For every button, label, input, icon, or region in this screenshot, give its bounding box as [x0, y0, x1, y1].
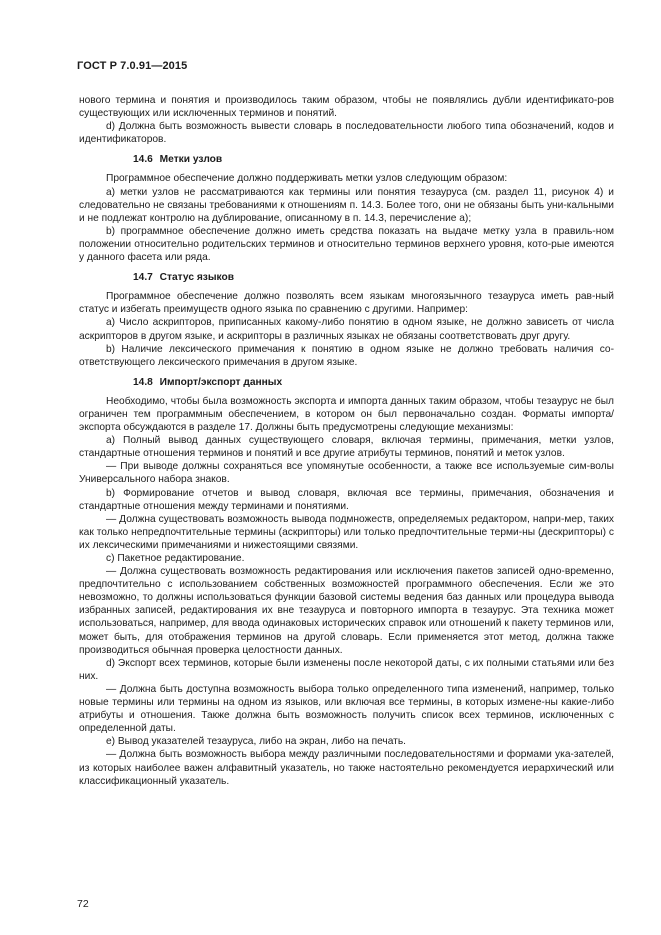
list-item: c) Пакетное редактирование.: [106, 553, 245, 564]
document-header: ГОСТ Р 7.0.91—2015: [77, 60, 188, 72]
list-item: d) Экспорт всех терминов, которые были изменены после некоторой даты, с их полными статьями или без них.: [79, 657, 614, 682]
paragraph: Программное обеспечение должно поддерживать метки узлов следующим образом:: [106, 173, 508, 185]
intro-item-d: d) Должна быть возможность вывести словарь в последовательности любого типа обозначений, кодов и идентификаторов.: [79, 121, 614, 146]
section-heading-14-7: [79, 271, 614, 284]
list-item: b) программное обеспечение должно иметь средства показать на выдаче метку узла в правиль-ном положении относительно родительских терминов и относительно терминов верхнего уровня, кото-рые имеются у данного фасета или ряда.: [79, 225, 614, 264]
section-number: 14.6: [133, 154, 153, 166]
section-number: 14.8: [133, 376, 153, 388]
list-item: b) Формирование отчетов и вывод словаря, включая все термины, примечания, обозначения и стандартные отношения между терминами и понятиями.: [79, 487, 614, 512]
list-item: а) Полный вывод данных существующего словаря, включая термины, примечания, метки узлов, стандартные отношения терминов и понятий и все другие атрибуты терминов, понятий и меток узлов.: [79, 435, 614, 460]
section-title: Метки узлов: [159, 154, 223, 166]
list-item: a) Число аскрипторов, приписанных какому-либо понятию в одном языке, не должно зависеть от числа аскрипторов в другом языке, и аскрипторы в различных языках не обязаны соответствовать друг другу.: [79, 317, 614, 342]
section-title: Статус языков: [159, 272, 234, 284]
section-heading-14-6: [79, 153, 614, 166]
list-item: — Должна существовать возможность вывода подмножеств, определяемых редактором, напри-мер, таких как только непредпочтительные термины (аскрипторы) или только предпочтительные терми-ны (дескрипторы) с их лексическими примечаниями и нижестоящими связями.: [79, 513, 614, 551]
list-item: b) Наличие лексического примечания к понятию в одном языке не должно требовать наличия со-ответствующего лексического примечания в другом языке.: [79, 343, 614, 368]
document-body: [79, 94, 614, 788]
section-number: 14.7: [133, 272, 153, 284]
list-item: — Должна быть доступна возможность выбора только определенного типа изменений, например, только новые термины или термины на одном из языков, или включая все термины, в которых измене-ны какие-либо атрибуты и отношения. Также должна быть возможность получить список всех терминов, исключенных с определенной даты.: [79, 683, 614, 735]
paragraph: Программное обеспечение должно позволять всем языкам многоязычного тезауруса иметь рав-ный статус и избегать преимуществ одного языка по сравнению с другими. Например:: [79, 291, 614, 316]
paragraph: Необходимо, чтобы была возможность экспорта и импорта данных таким образом, чтобы тезаурус не был ограничен тем программным обеспечением, в котором он был первоначально создан. Форматы импорта/экспорта обсуждаются в разделе 17. Должны быть предусмотрены следующие механизмы:: [79, 395, 614, 434]
list-item: а) метки узлов не рассматриваются как термины или понятия тезауруса (см. раздел 11, рисунок 4) и следовательно не связаны требованиями к отношениям п. 14.3. Более того, они не обязаны быть уни-кальными и не подлежат контролю на дублирование, описанному в п. 14.3, перечисление а);: [79, 186, 614, 224]
intro-paragraph: нового термина и понятия и производилось таким образом, чтобы не появлялись дубли идентификато-ров существующих или исключенных терминов и понятий.: [79, 95, 614, 120]
list-item: — Должна быть возможность выбора между различными последовательностями и формами ука-зателей, из которых наиболее важен алфавитный указатель, но также настоятельно рекомендуется иерархический или классификационный указатель.: [79, 749, 614, 787]
page-number: 72: [77, 898, 89, 910]
list-item: — Должна существовать возможность редактирования или исключения пакетов записей одно-временно, предпочтительно с использованием собственных возможностей программного обеспечения. Если же это невозможно, то должны использоваться функции базовой системы ведения баз данных или процедура вывода избранных записей, редактирования их вне тезауруса и повторного импорта в тезаурус. Эта техника может использоваться, например, для ввода одинаковых исторических справок или отношений к пакету терминов или, может быть, для отображения терминов на другой словарь. Если применяется этот метод, должна также производиться обычная проверка целостности данных.: [79, 566, 614, 656]
list-item: — При выводе должны сохраняться все упомянутые особенности, а также все используемые сим-волы Универсального набора знаков.: [79, 461, 614, 486]
section-heading-14-8: [79, 376, 614, 389]
section-title: Импорт/экспорт данных: [159, 376, 283, 388]
list-item: e) Вывод указателей тезауруса, либо на экран, либо на печать.: [106, 736, 406, 748]
